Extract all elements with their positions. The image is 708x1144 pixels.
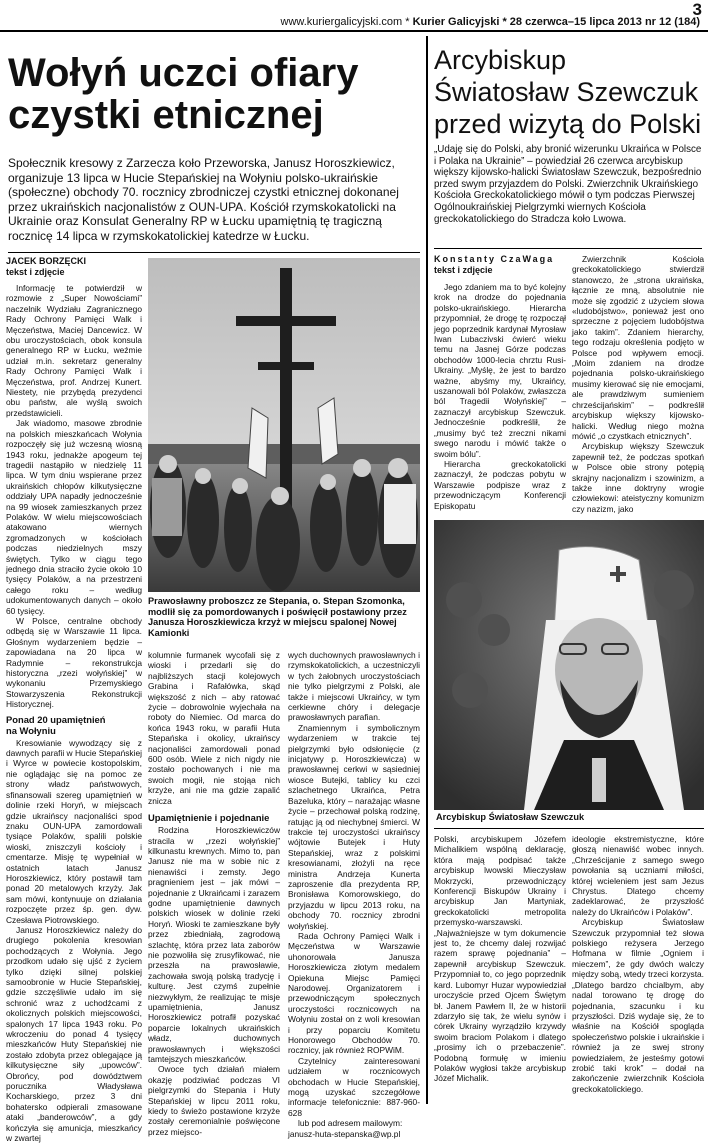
paragraph: Arcybiskup Światosław Szewczuk przypomniał też słowa polskiego reżysera Jerzego Hofmana w filmie „Ogniem i mieczem”, że gdy dwóch walczy między sobą, wtedy trzeci korzysta. „Dlatego bardzo chcialbym, aby nadal torowano tę drogę do pojednania, szacunku i ku przyszłości. Dziś wydaje się, że to właśnie na Kościół spogląda społeczeństwo polskie i ukraińskie i również ja ze swej strony powiedziałem, że jesteśmy gotowi zrobić taki krok” – dodał na zakończenie zwierzchnik Kościoła greckokatolickiego. xyxy=(572,917,704,1094)
title-line: przed wizytą do Polski xyxy=(434,109,702,139)
author-role: tekst i zdjęcie xyxy=(434,265,493,275)
paragraph: W Polsce, centralne obchody odbędą się w Warszawie 11 lipca. Głośnym wydarzeniem będzie – zapowiadana na 20 lipca w Radymnie – rekonstrukcja historyczna „rzezi wołyńskiej” w wykonaniu Przemyskiego Stowarzyszenia Rekonstrukcji Historycznej. xyxy=(6,616,142,710)
paragraph: ideologie ekstremistyczne, które głoszą nienawiść wobec innych. „Chrześcijanie z samego swego powołania są uczniami miłości, której wcieleniem jest sam Jezus Chrystus. Dlatego chcemy zadeklarować, że przyszłość należy do Ukraińców i Polaków”. xyxy=(572,834,704,917)
left-col-3 xyxy=(288,650,420,1139)
left-col-2 xyxy=(148,650,280,1137)
subheading xyxy=(6,714,142,736)
author-name: Konstanty CzaWaga xyxy=(434,254,555,264)
author-name: JACEK BORZĘCKI xyxy=(6,256,87,266)
right-photo-caption: Arcybiskup Światosław Szewczuk xyxy=(436,812,585,822)
header-rule xyxy=(0,30,708,32)
paragraph: Czytelnicy zainteresowani udziałem w rocznicowych obchodach w Hucie Stepańskiej, mogą uzyskać szczegółowe informacje telefonicznie: 887-960-628 xyxy=(288,1055,420,1118)
left-col-1 xyxy=(6,256,142,1144)
subheading-line: na Wołyniu xyxy=(6,724,56,736)
text-block xyxy=(6,283,142,710)
paragraph: Znamiennym i symbolicznym wydarzeniem w trakcie tej pielgrzymki było odsłonięcie (z inicjatywy p. Horoszkiewicza) w prawosławnej cerkwi w sąsiedniej wiosce Butejki, tablicy ku czci szlachetnego Ukraińca, Petra Bazeluka, który – narażając własne życie – przechował polską rodzinę, ratując ją od niechybnej śmierci. W trakcie tej uroczystości ukraińscy wójtowie Butejek i Huty Stepańskiej, wraz z polskimi kresowianami, złożyli na ręce ministra Andrzeja Kunerta zaproszenie dla prezydenta RP, Bronisława Komorowskiego, do przyjazdu w lipcu 2013 roku, na obchody 70. rocznicy zbrodni wołyńskiej. xyxy=(288,722,420,931)
lead-rule xyxy=(8,252,420,253)
paragraph: Arcybiskup większy Szewczuk zapewnił też, że podczas spotkań w Polsce obie strony potępią skrajny nacjonalizm i szowinizm, a także inne doktryny wrogie człowiekowi: ateistyczny komunizm czy nazizm, jako xyxy=(572,441,704,514)
email-link[interactable]: janusz-huta-stepanska@wp.pl xyxy=(288,1128,401,1139)
text-block xyxy=(572,254,704,514)
paragraph: Owoce tych działań miałem okazję podziwiać podczas VI pielgrzymki do Stepania i Huty Stepańskiej w lipcu 2011 roku, kiedy to świeżo postawione krzyże zostały ceremonialnie poświęcone przez miejsco- xyxy=(148,1064,280,1137)
right-col-4 xyxy=(572,834,704,1094)
caption-rule xyxy=(434,828,704,829)
title-line: Światosław Szewczuk xyxy=(434,77,699,107)
page-header xyxy=(0,0,708,36)
title-line: Arcybiskup xyxy=(434,45,567,75)
title-line: czystki etnicznej xyxy=(8,93,324,137)
text-block xyxy=(434,834,566,1084)
cross-ceremony-photo xyxy=(148,258,420,592)
subheading: Upamiętnienie i pojednanie xyxy=(148,812,270,824)
left-article-lead: Społecznik kresowy z Zarzecza koło Przeworska, Janusz Horoszkiewicz, organizuje 13 lipca w Hucie Stepańskiej na Wołyniu polsko-ukraińskie (społeczne) obchody 70. rocznicy zbrodniczej czystki etnicznej dokonanej przez ukraińskich nacjonalistów z OUN-UPA. Kościół rzymskokatolicki na Ukrainie oraz Konsulat Generalny RP w Łucku upamiętnią tę tragiczną rocznicę 14 lipca w rzymskokatolickiej katedrze w Łucku. xyxy=(8,156,399,243)
paragraph: Jego zdaniem ma to być kolejny krok na drodze do pojednania polsko-ukraińskiego. Hierarcha przypomniał, że drogę tę rozpoczął jego poprzednik kardynał Myrosław Iwan Lubaczivski ćwierć wieku temu na Jasnej Górze podczas obchodów 1000-lecia chrztu Rusi-Ukrainy. „Myślę, że jest to bardzo ważne, abyśmy my, Ukraińcy, uszanowali ból Polaków, zwłaszcza ból Tragedii Wołyńskiej” – zaznaczył arcybiskup Szewczuk. Jednocześnie podkreślił, że „musimy być też zreczni nikami swego narodu i mówić także o swoim bólu”. xyxy=(434,282,566,459)
header-issue-line xyxy=(281,16,700,28)
text-block xyxy=(148,650,280,806)
text-block xyxy=(6,738,142,1144)
paragraph: Janusz Horoszkiewicz należy do drugiego pokolenia kresowian pochodzących z Wołynia. Jego przodkom udało się ujść z życiem tylko dzięki silnej polskiej samoobronie w Hucie Stepańskiej, gdzie szczęśliwie udało im się schronić wraz z uchodźcami z okolicznych polskich miejscowości, spalonych 17 lipca 1943 roku. Po wkroczeniu do ponad 4 tysięcy mieszkańców Huty Stepańskiej nie zostało zdobyta przez oblegające ją kilkutysięczne siły „upowców”. Obrońcy, pod dowództwem porucznika Władysława Kocharskiego, przez 3 dni bohatersko odpierali zmasowane ataki „banderowców”, a gdy kończyła się amunicja, mieszkańcy w zwartej xyxy=(6,924,142,1144)
right-article-title xyxy=(434,44,702,140)
right-article-lead: „Udaję się do Polski, aby bronić wizerunku Ukraińca w Polsce i Polaka na Ukrainie” – powiedział 26 czerwca arcybiskup większy kijowsko-halicki Światosław Szewczuk, bezpośrednio przed swym przyjazdem do Polski. Zwierzchnik Ukraińskiego Kościoła Greckokatolickiego mówił o tym podczas Pierwszej Ogólnoukraińskiej Pielgrzymki wiernych Kościoła greckokatolickiego do Stradcza koło Lwowa. xyxy=(434,144,702,225)
paragraph: kolumnie furmanek wycofali się z wioski i przedarli się do najbliższych stacji kolejowych Grabina i Rafałówka, skąd większość z nich – aby ratować życie – dobrowolnie wyjechała na roboty do Niemiec. Od marca do końca 1943 roku, w parafii Huta Stepańska i okolicy, ukraińscy nacjonaliści zamordowali ponad 600 osób. Wiele z nich nigdy nie zostało pochowanych i nie ma swoich mogił, nie stojąa nich krzyże, ani nie ma gdzie zapalić znicza xyxy=(148,650,280,806)
paragraph: lub pod adresem mailowym: xyxy=(298,1118,403,1129)
paragraph: Informację te potwierdził w rozmowie z „Super Nowościami” naczelnik Wydziału Zagranicznego Rady Ochrony Pamięci Walk i Męczeństwa, Maciej Dancewicz. W obu uroczystościach, obok konsula generalnego RP w Łucku, weźmie udział m.in. sekretarz generalny Rady Ochrony Pamięci Walk i Męczeństwa, prof. Andrzej Kunert. Niestety, nie przybędą prezydenci obu państw, ale wyślą swoich przedstawicieli. xyxy=(6,283,142,418)
title-line: Wołyń uczci ofiary xyxy=(8,51,359,95)
text-block xyxy=(434,282,566,511)
paragraph: Rada Ochrony Pamięci Walk i Męczeństwa w Warszawie uhonorowała Janusza Horoszkiewicza złotym medalem Opiekuna Miejsc Pamięci Narodowej. Organizatorem i przewodniczącym społecznych uroczystości rocznicowych na Wołyniu został on z woli kresowian i przy poparciu Komitetu Honorowego Obchodów 70. rocznicy, jak również ROPWiM. xyxy=(288,930,420,1056)
paragraph: Rodzina Horoszkiewiczów stracila w „rzezi wołyńskiej” kilkunastu krewnych. Mimo to, pan Janusz nie ma w sobie nic z nienawiści i zemsty. Jego pragnieniem jest – jak mówi – pojednanie z Ukraińcami i zarazem godne upamiętnienie dawnych polskich wiosek w dolinie rzeki Horyń. Wioski te zamieszkane były przez zbiedniałą, zagrodową szlachtę, która przez lata zaborów nie pozwoliła się zrusyfikować, nie przeszła na prawosławie, zachowała swoją polską tradycję i kulturę. Jest czymś zupełnie niezwykłym, że realizując te misje upamiętnienia, Janusz Horoszkiewicz potrafił pozyskać poparcie lokalnych ukraińskich władz, duchownych prawosławnych i większości tamtejszych mieszkańców. xyxy=(148,825,280,1065)
paragraph: Kresowianie wywodzący się z dawnych parafii w Hucie Stepańskiej i Wyrce w powiecie kostopolskim, nie oglądając się na pomoc ze strony władz państwowych, sfinansowali szereg upamiętnień w dolinie rzeki Horyń, w miejscach gdzie ukraińscy nacjonaliści spod znaku OUN-UPA zamordowali tysiące Polaków, spalili polskie wioski, zniszczyli kościoły i cmentarze. Misję tę wypełniał w ostatnich latach Janusz Horoszkiewicz, który postawił tam ponad 20 metalowych krzyży. Jak sam mówi, kontynuuje on działania rozpoczęte przez śp. gen. dyw. Czesława Piotrowskiego. xyxy=(6,737,142,925)
photo-illustration xyxy=(434,520,704,810)
photo-illustration xyxy=(148,258,420,592)
text-block xyxy=(572,834,704,1094)
left-photo-caption: Prawosławny proboszcz ze Stepania, o. Stepan Szomonka, modlił się za pomordowanych i poświęcił postawiony przez Janusza Horoszkiewicza krzyż w miejscu spalonej Nowej Kamionki xyxy=(148,596,407,638)
paragraph: Polski, arcybiskupem Józefem Michalikiem wspólną deklarację, która mają podpisać także arcybiskup lwowski Mieczysław Mokrzycki, przewodniczący Konferencji Biskupów Ukrainy i arcybiskup Jan Martyniak, greckokatolicki metropolita przemysko-warszawski. „Najważniejsze w tym dokumencie jest to, że chcemy dalej rozwijać razem sprawę pojednania” – zapewnił arcybiskup Szewczuk. Przypomniał to, co jego poprzednik kard. Lubomyr Huzar wypowiedział uroczyście przed Ojcem Świętym bł. Janem Pawłem II, że w historii zdarzyło się tak, że wielu synów i córek Ukrainy wyrządziło krzywdy swoim braciom Polakom i dlatego „prosimy ich o przebaczenie”. Podobną formułę w imieniu Polaków wygłosi także arcybiskup Józef Michalik. xyxy=(434,834,566,1084)
header-star: * xyxy=(405,16,410,28)
text-block xyxy=(288,650,420,1139)
site-url[interactable]: www.kuriergalicyjski.com xyxy=(280,16,403,28)
paper-name: Kurier Galicyjski xyxy=(412,16,500,28)
author-role: tekst i zdjęcie xyxy=(6,267,65,277)
paragraph: Hierarcha greckokatolicki zaznaczył, że podczas pobytu w Warszawie podpisze wraz z przewodniczącym Konferencji Episkopatu xyxy=(434,458,566,511)
column-separator xyxy=(426,36,428,1104)
issue-info: * 28 czerwca–15 lipca 2013 nr 12 (184) xyxy=(502,16,700,28)
right-col-3 xyxy=(434,834,566,1084)
left-article-title xyxy=(8,52,420,136)
paragraph: wych duchownych prawosławnych i rzymskokatolickich, a uczestniczyli w tych żałobnych uroczystościach nie tylko pielgrzymi z Polski, ale także i miejscowi Ukraińcy, w tym cerkiewne chóry i delegacje prawosławnych parafian. xyxy=(288,650,420,723)
subheading-line: Ponad 20 upamiętnień xyxy=(6,713,106,725)
lead-rule xyxy=(434,248,702,249)
text-block xyxy=(148,825,280,1137)
right-col-2 xyxy=(572,254,704,514)
paragraph: Jak wiadomo, masowe zbrodnie na polskich mieszkańcach Wołynia rozpoczęły się już wczesną wiosną 1943 roku, jednakże apogeum tej tragedii nastąpiło w niedzielę 11 lipca. W tym dniu wspierane przez ukraińskich chłopów kilkutysięczne oddziały UPA napadły jednocześnie na 99 wiosek zamieszkanych przez Polaków. W wielu miejscowościach atakowano wiernych zgromadzonych w kościołach podczas niedzielnych mszy świętych. Tylko w ciągu tego jednego dnia straciło życie około 10 tysięcy Polaków, a na przestrzeni całego roku – według udokumentowanych danych – około 60 tysięcy. xyxy=(6,418,142,616)
right-col-1 xyxy=(434,254,566,511)
page-number: 3 xyxy=(692,0,702,19)
archbishop-photo xyxy=(434,520,704,810)
paragraph: Zwierzchnik Kościoła greckokatolickiego stwierdził stanowczo, że „strona ukraińska, łącznie ze mną, absolutnie nie może się zgodzić z użyciem słowa «ludobójstwo», ponieważ jest ono sprzeczne z pojęciem ludobójstwa jako takim”. Zdaniem hierarchy, tego rodzaju określenia podjęto w Polsce pod wpływem emocji. „Moim zdaniem na drodze pojednania polsko-ukraińskiego musimy kierować się nie emocjami, ale prawdziwym sumieniem chrześcijańskim” – podkreślił arcybiskup większy kijowsko-halicki. Według niego można mówić „o czystkach etnicznych”. xyxy=(572,254,704,441)
